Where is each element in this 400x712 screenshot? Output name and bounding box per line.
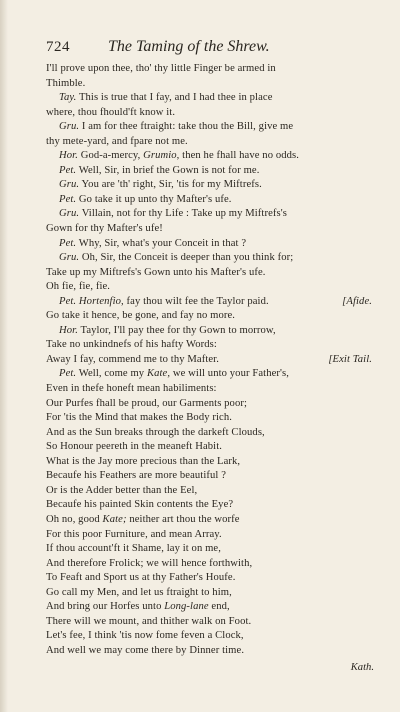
speaker-name: Gru. (59, 121, 80, 133)
line-text: Well, Sir, in brief the Gown is not for me. (78, 164, 260, 176)
speaker-name: Pet. (59, 295, 77, 307)
catchword: Kath. (350, 662, 374, 673)
line-text: For this poor Furniture, and mean Array. (46, 528, 222, 540)
line-text: Away I fay, commend me to thy Mafter. (46, 353, 219, 365)
line-text: This is true that I fay, and I had thee in place (78, 92, 273, 104)
line-text: There will we mount, and thither walk on Foot. (46, 615, 252, 627)
text-line (46, 469, 372, 484)
text-line (46, 440, 372, 455)
line-text: Oh fie, fie, fie. (46, 281, 111, 293)
speaker-name: Pet. (59, 237, 77, 249)
text-line (46, 324, 372, 339)
line-text: Our Purfes fhall be proud, our Garments poor; (46, 397, 248, 409)
page-gutter (0, 0, 8, 712)
line-text: Why, Sir, what's your Conceit in that ? (78, 237, 247, 249)
speaker-name: Hor. (59, 150, 78, 162)
text-line (46, 91, 372, 106)
italic-name: Kate; (102, 513, 127, 525)
text-line (46, 513, 372, 528)
text-line (46, 644, 372, 659)
line-text: To Feaft and Sport us at thy Father's Houfe. (46, 572, 236, 584)
speaker-name: Pet. (59, 368, 77, 380)
text-line (46, 266, 372, 281)
text-line (46, 353, 372, 368)
speaker-name: Gru. (59, 179, 80, 191)
text-line (46, 600, 372, 615)
line-text: And therefore Frolick; we will hence forthwith, (46, 557, 253, 569)
text-line (46, 397, 372, 412)
line-text: Oh no, good (46, 513, 103, 525)
stage-direction: [Exit Tail. (328, 353, 372, 365)
text-line (46, 426, 372, 441)
speaker-name: Pet. (59, 164, 77, 176)
text-line (46, 237, 372, 252)
italic-name: Long-lane (164, 601, 209, 613)
text-line (46, 106, 372, 121)
text-line (46, 309, 372, 324)
text-line (46, 542, 372, 557)
line-text: then he fhall have no odds. (179, 150, 300, 162)
text-line (46, 557, 372, 572)
line-text: fay thou wilt fee the Taylor paid. (123, 295, 269, 307)
text-line (46, 338, 372, 353)
running-title: The Taming of the Shrew. (108, 38, 270, 55)
speaker-name: Hor. (59, 324, 78, 336)
text-line (46, 207, 372, 222)
line-text: Taylor, I'll pay thee for thy Gown to morrow, (80, 324, 276, 336)
line-text: Gown for thy Mafter's ufe! (46, 223, 163, 235)
line-text: So Honour peereth in the meaneft Habit. (46, 441, 222, 453)
line-text: Take no unkindnefs of his hafty Words: (46, 339, 217, 351)
line-text: I am for thee ftraight: take thou the Bill, give me (81, 121, 294, 133)
line-text: Go call my Men, and let us ftraight to him, (46, 586, 232, 598)
line-text: And well we may come there by Dinner time. (46, 644, 245, 656)
text-line (46, 615, 372, 630)
line-text: Becaufe his Feathers are more beautiful ? (46, 470, 226, 482)
line-text: What is the Jay more precious than the Lark, (46, 455, 241, 467)
line-text: Go take it up unto thy Mafter's ufe. (78, 193, 232, 205)
italic-name: Grumio, (143, 150, 180, 162)
stage-direction: [Afide. (342, 295, 372, 307)
line-text: Thimble. (46, 77, 86, 89)
speaker-name: Gru. (59, 208, 80, 220)
line-text: For 'tis the Mind that makes the Body rich. (46, 412, 232, 424)
text-line (46, 62, 372, 77)
italic-name: Hortenfio, (78, 295, 124, 307)
line-text: Villain, not for thy Life : Take up my Miftrefs's (81, 208, 287, 220)
text-line (46, 528, 372, 543)
text-line (46, 280, 372, 295)
line-text: And bring our Horfes unto (46, 601, 165, 613)
line-text: Take up my Miftrefs's Gown unto his Mafter's ufe. (46, 266, 266, 278)
text-line (46, 571, 372, 586)
line-text: where, thou fhould'ft know it. (46, 106, 176, 118)
text-line (46, 164, 372, 179)
play-text (46, 62, 372, 658)
line-text: If thou account'ft it Shame, lay it on me, (46, 543, 221, 555)
line-text: neither art thou the worfe (126, 513, 240, 525)
text-line (46, 295, 372, 310)
speaker-name: Tay. (59, 92, 77, 104)
text-line (46, 149, 372, 164)
line-text: Oh, Sir, the Conceit is deeper than you think for; (81, 252, 294, 264)
text-line (46, 484, 372, 499)
text-line (46, 455, 372, 470)
line-text: thy mete-yard, and fpare not me. (46, 135, 188, 147)
line-text: Let's fee, I think 'tis now fome feven a Clock, (46, 630, 244, 642)
line-text: You are 'th' right, Sir, 'tis for my Miftrefs. (81, 179, 262, 191)
italic-name: Kate, (146, 368, 171, 380)
page-header (46, 38, 372, 56)
text-line (46, 222, 372, 237)
line-text: God-a-mercy, (80, 150, 144, 162)
text-line (46, 193, 372, 208)
text-line (46, 135, 372, 150)
line-text: Go take it hence, be gone, and fay no more. (46, 310, 236, 322)
line-text: Becaufe his painted Skin contents the Eye? (46, 499, 234, 511)
text-line (46, 120, 372, 135)
text-line (46, 367, 372, 382)
line-text: we will unto your Father's, (170, 368, 289, 380)
text-line (46, 629, 372, 644)
line-text: Or is the Adder better than the Eel, (46, 484, 198, 496)
line-text: end, (208, 601, 230, 613)
text-line (46, 251, 372, 266)
text-line (46, 382, 372, 397)
text-line (46, 77, 372, 92)
text-line (46, 498, 372, 513)
line-text: I'll prove upon thee, tho' thy little Finger be armed in (46, 63, 276, 74)
speaker-name: Pet. (59, 193, 77, 205)
line-text: And as the Sun breaks through the darkeft Clouds, (46, 426, 265, 438)
speaker-name: Gru. (59, 252, 80, 264)
line-text: Well, come my (78, 368, 147, 380)
text-line (46, 178, 372, 193)
page-number: 724 (46, 39, 70, 55)
text-line (46, 586, 372, 601)
text-line (46, 411, 372, 426)
line-text: Even in thefe honeft mean habiliments: (46, 383, 217, 395)
